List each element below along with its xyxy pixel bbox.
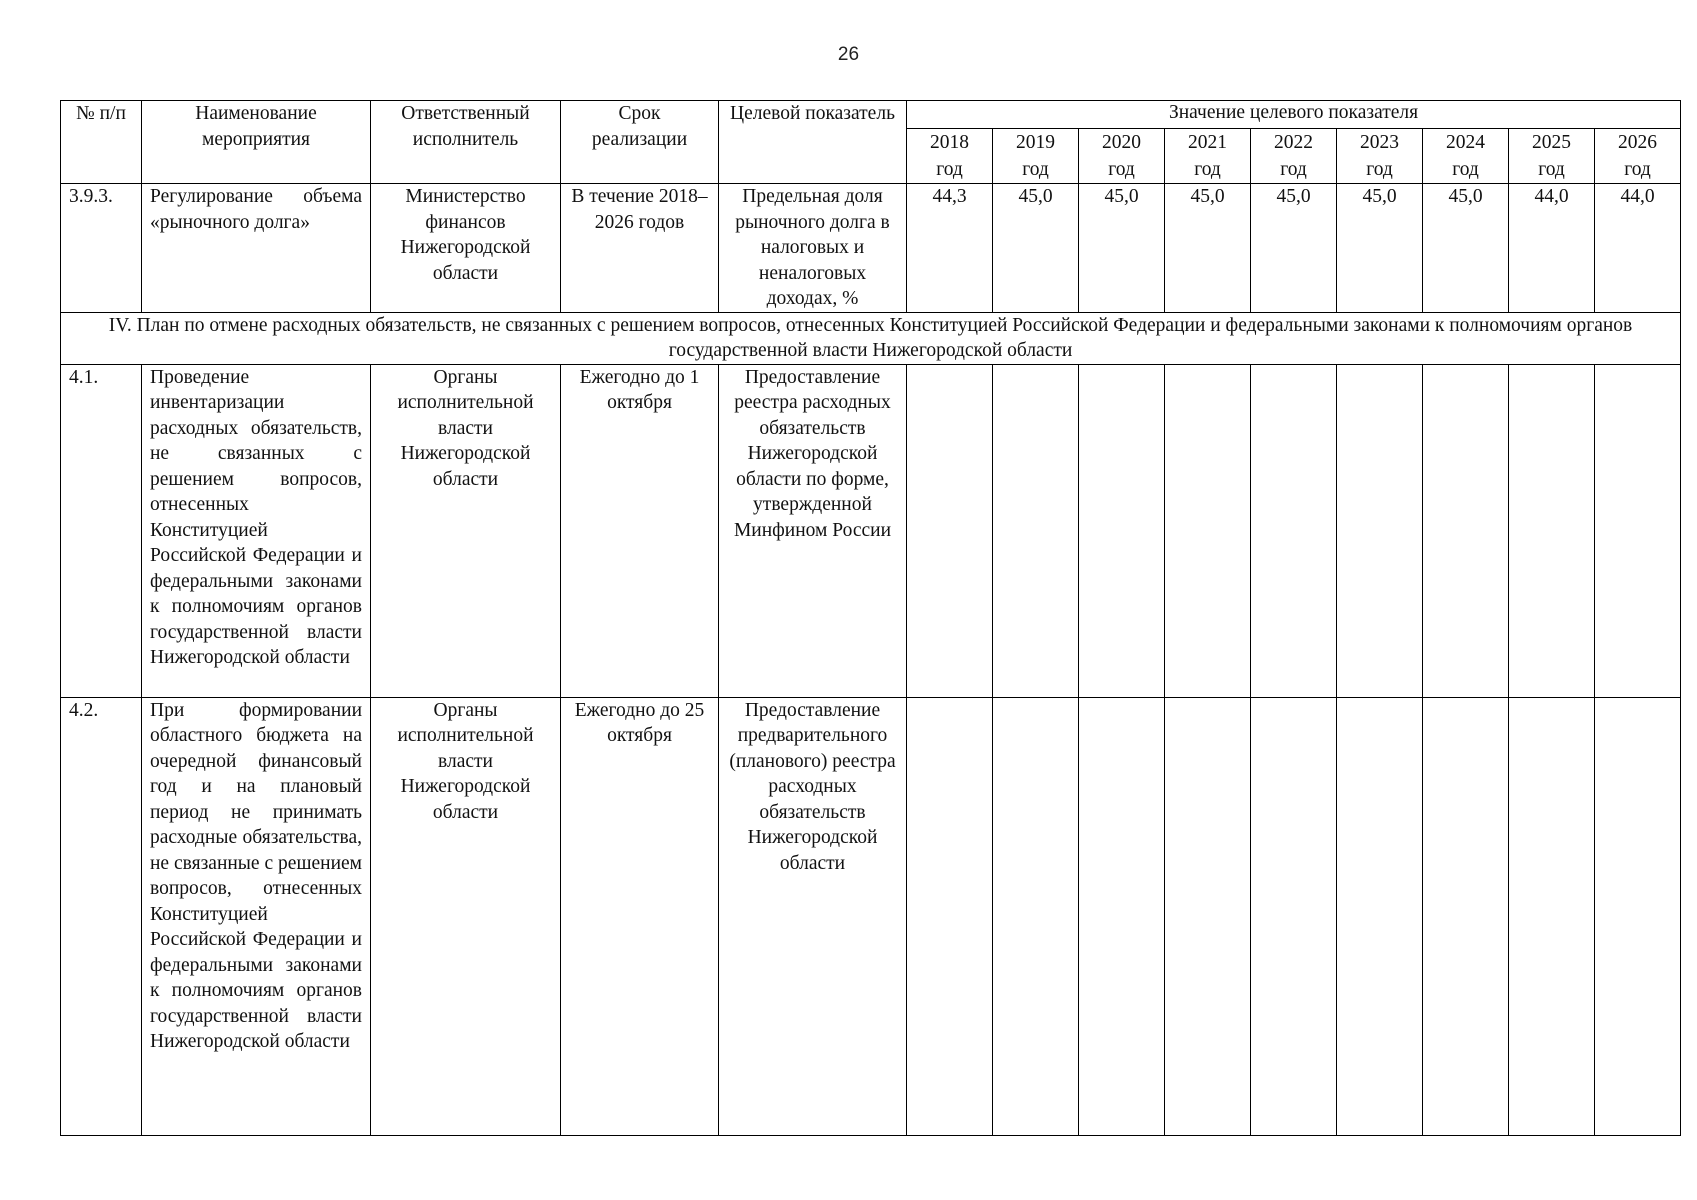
header-year: 2024 год [1423,129,1509,184]
row-num: 4.1. [61,364,142,697]
row-value: 44,0 [1595,184,1681,313]
row-name: Проведение инвентаризации расходных обязательств, не связанных с решением вопросов, отнесенных Конституцией Российской Федерации и федеральными законами к полномочиям органов государственной власти Нижегородской области [142,364,371,697]
row-value [907,697,993,1135]
row-value: 45,0 [1251,184,1337,313]
header-year: 2025 год [1509,129,1595,184]
row-num: 3.9.3. [61,184,142,313]
header-year: 2026 год [1595,129,1681,184]
page-number: 26 [837,44,860,65]
header-year: 2021 год [1165,129,1251,184]
row-value [1251,697,1337,1135]
header-year: 2018 год [907,129,993,184]
row-indicator: Предоставление реестра расходных обязательств Нижегородской области по форме, утвержденной Минфином России [719,364,907,697]
header-name: Наименование мероприятия [142,101,371,184]
row-value: 45,0 [993,184,1079,313]
header-year: 2022 год [1251,129,1337,184]
row-value [1423,364,1509,697]
section-row [61,312,1681,364]
header-year: 2020 год [1079,129,1165,184]
row-executor: Министерство финансов Нижегородской области [371,184,561,313]
row-term: Ежегодно до 1 октября [561,364,719,697]
row-executor: Органы исполнительной власти Нижегородской области [371,364,561,697]
row-value: 44,0 [1509,184,1595,313]
row-value: 45,0 [1337,184,1423,313]
row-value [1079,364,1165,697]
row-value [1165,697,1251,1135]
header-values-group: Значение целевого показателя [907,101,1681,129]
row-indicator: Предоставление предварительного (планового) реестра расходных обязательств Нижегородской области [719,697,907,1135]
row-value [1079,697,1165,1135]
row-value [1251,364,1337,697]
header-year: 2023 год [1337,129,1423,184]
row-value [993,697,1079,1135]
row-value [1595,364,1681,697]
header-num: № п/п [61,101,142,184]
row-value [1595,697,1681,1135]
row-name: При формировании областного бюджета на очередной финансовый год и на плановый период не принимать расходные обязательства, не связанные с решением вопросов, отнесенных Конституцией Российской Федерации и федеральными законами к полномочиям органов государственной власти Нижегородской области [142,697,371,1135]
row-value: 45,0 [1165,184,1251,313]
header-indicator: Целевой показатель [719,101,907,184]
row-value: 45,0 [1423,184,1509,313]
header-executor: Ответственный исполнитель [371,101,561,184]
row-value [1165,364,1251,697]
row-indicator: Предельная доля рыночного долга в налоговых и неналоговых доходах, % [719,184,907,313]
table-row [61,364,1681,697]
row-value: 45,0 [1079,184,1165,313]
row-value [1337,697,1423,1135]
row-name: Регулирование объема «рыночного долга» [142,184,371,313]
row-executor: Органы исполнительной власти Нижегородской области [371,697,561,1135]
table-row [61,184,1681,313]
row-value [907,364,993,697]
row-term: В течение 2018–2026 годов [561,184,719,313]
row-value [1337,364,1423,697]
section-title: IV. План по отмене расходных обязательств, не связанных с решением вопросов, отнесенных Конституцией Российской Федерации и федеральными законами к полномочиям органов государственной власти Нижегородской области [61,312,1681,364]
row-term: Ежегодно до 25 октября [561,697,719,1135]
table-row [61,697,1681,1135]
row-value [1509,697,1595,1135]
row-value [993,364,1079,697]
header-year: 2019 год [993,129,1079,184]
row-value [1509,364,1595,697]
row-value: 44,3 [907,184,993,313]
row-value [1423,697,1509,1135]
header-term: Срок реализации [561,101,719,184]
row-num: 4.2. [61,697,142,1135]
action-plan-table [60,100,1681,1136]
